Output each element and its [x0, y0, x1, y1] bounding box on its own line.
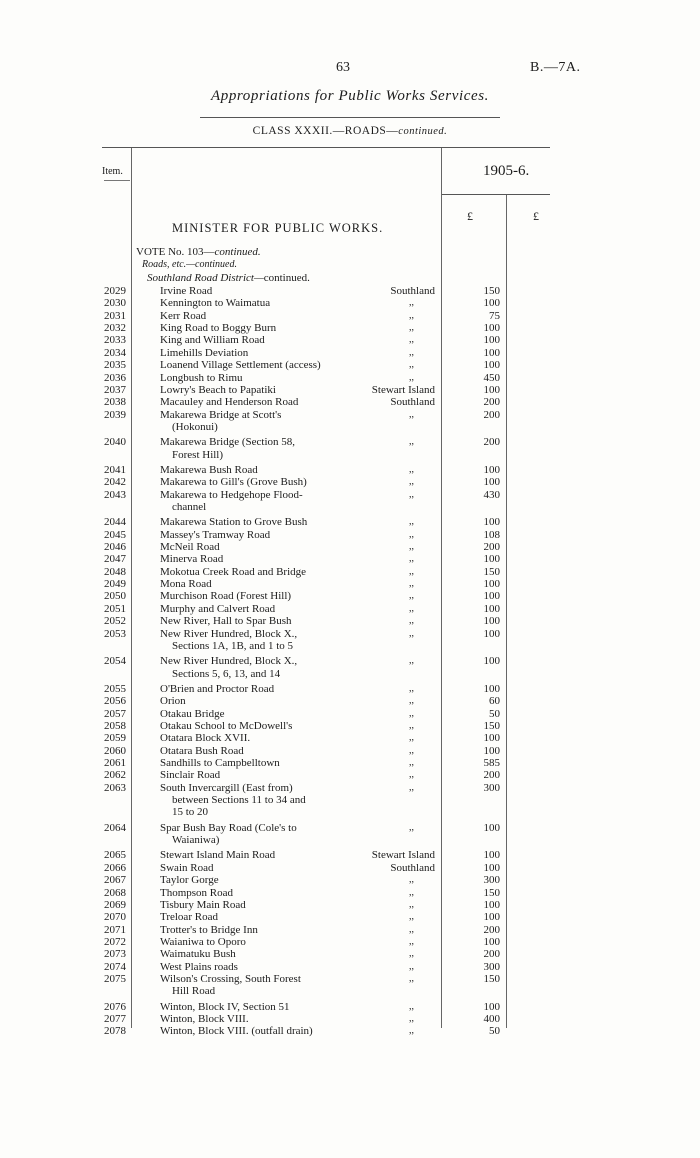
- table-row: [0, 683, 700, 695]
- road-description-continuation: (Hokonui): [172, 420, 218, 433]
- road-description: South Invercargill (East from): [160, 781, 293, 794]
- amount-value: 100: [483, 615, 500, 628]
- table-row: [0, 708, 700, 720]
- district-location: ,,: [409, 972, 414, 984]
- road-description: Makarewa Bridge (Section 58,: [160, 436, 296, 449]
- amount-value: 100: [483, 463, 500, 476]
- vote-heading: [136, 246, 261, 258]
- district-location: ,,: [409, 516, 414, 528]
- road-description: Makarewa Station to Grove Bush: [160, 516, 308, 529]
- table-row: [0, 384, 700, 396]
- amount-value: 100: [483, 383, 500, 396]
- amount-value: 300: [483, 781, 500, 794]
- road-description: New River Hundred, Block X.,: [160, 627, 298, 640]
- class-heading: [0, 125, 700, 137]
- road-description: Wilson's Crossing, South Forest: [160, 972, 301, 985]
- district-subheading: [147, 272, 310, 284]
- district-location: ,,: [409, 476, 414, 488]
- class-heading-main: CLASS XXXII.—ROADS—: [252, 125, 399, 137]
- item-number: 2050: [104, 590, 126, 603]
- road-description: Treloar Road: [160, 911, 218, 924]
- road-description: Makarewa to Hedgehope Flood-: [160, 488, 303, 501]
- district-location: ,,: [409, 874, 414, 886]
- district-location: ,,: [409, 821, 414, 833]
- table-row: [0, 1001, 700, 1013]
- item-number: 2056: [104, 695, 126, 708]
- table-row: [0, 1025, 700, 1037]
- table-row: [0, 849, 700, 861]
- item-number: 2032: [104, 322, 126, 335]
- amount-value: 100: [483, 476, 500, 489]
- road-description: Makarewa to Gill's (Grove Bush): [160, 476, 307, 489]
- amount-value: 150: [483, 972, 500, 985]
- road-description: Sinclair Road: [160, 769, 221, 782]
- district-location: ,,: [409, 1000, 414, 1012]
- district-location: ,,: [409, 732, 414, 744]
- road-description-continuation: 15 to 20: [172, 806, 209, 819]
- district-name: Southland Road District—: [147, 272, 264, 284]
- item-number: 2069: [104, 898, 126, 911]
- currency-header-1: £: [467, 209, 473, 223]
- amount-value: 300: [483, 874, 500, 887]
- road-description: Irvine Road: [160, 285, 213, 297]
- district-location: ,,: [409, 719, 414, 731]
- district-location: ,,: [409, 627, 414, 639]
- amount-value: 100: [483, 553, 500, 566]
- table-row: [0, 436, 700, 448]
- amount-value: 150: [483, 719, 500, 732]
- item-number: 2042: [104, 476, 126, 489]
- item-number: 2030: [104, 297, 126, 310]
- document-code: B.—7A.: [530, 60, 581, 75]
- road-description: Taylor Gorge: [160, 874, 219, 887]
- road-description: Makarewa Bush Road: [160, 463, 258, 476]
- road-description-continuation: Waianiwa): [172, 834, 220, 847]
- item-number: 2071: [104, 923, 126, 936]
- district-location: ,,: [409, 408, 414, 420]
- amount-value: 200: [483, 541, 500, 553]
- road-description-continuation: Sections 1A, 1B, and 1 to 5: [172, 639, 293, 652]
- item-number: 2047: [104, 553, 126, 566]
- amount-value: 108: [483, 528, 500, 541]
- amount-value: 200: [483, 769, 500, 782]
- amount-value: 400: [483, 1013, 500, 1025]
- table-row: [0, 396, 700, 408]
- item-number: 2040: [104, 436, 126, 449]
- table-row: [0, 695, 700, 707]
- amount-value: 75: [489, 309, 500, 322]
- item-header-underline: [104, 180, 130, 181]
- district-location: Southland: [390, 285, 435, 297]
- district-location: ,,: [409, 346, 414, 358]
- year-header: 1905-6.: [483, 163, 530, 179]
- table-row: [0, 936, 700, 948]
- district-location: ,,: [409, 935, 414, 947]
- district-location: ,,: [409, 359, 414, 371]
- amount-value: 100: [483, 682, 500, 695]
- amount-value: 100: [483, 732, 500, 745]
- item-number: 2049: [104, 578, 126, 591]
- table-row: [0, 359, 700, 371]
- title-rule: [200, 117, 500, 118]
- amount-value: 100: [483, 322, 500, 335]
- minister-heading: MINISTER FOR PUBLIC WORKS.: [172, 221, 384, 235]
- table-row: [0, 372, 700, 384]
- amount-value: 100: [483, 744, 500, 757]
- road-description: Winton, Block IV, Section 51: [160, 1000, 290, 1013]
- road-description: Thompson Road: [160, 886, 234, 899]
- district-location: ,,: [409, 682, 414, 694]
- item-number: 2048: [104, 565, 126, 578]
- item-number: 2034: [104, 346, 126, 359]
- table-row: [0, 720, 700, 732]
- table-row: [0, 516, 700, 528]
- table-row: [0, 603, 700, 615]
- road-description: Waimatuku Bush: [160, 948, 236, 961]
- amount-value: 100: [483, 627, 500, 640]
- year-header-rule: [441, 194, 550, 195]
- road-description: Stewart Island Main Road: [160, 849, 276, 862]
- table-row: [0, 476, 700, 488]
- district-location: Stewart Island: [371, 849, 435, 862]
- amount-value: 150: [483, 565, 500, 578]
- road-description: Loanend Village Settlement (access): [160, 359, 321, 372]
- item-number: 2073: [104, 948, 126, 961]
- road-description: King and William Road: [160, 334, 265, 347]
- item-number: 2065: [104, 849, 126, 862]
- road-description: Tisbury Main Road: [160, 898, 246, 911]
- item-number: 2057: [104, 707, 126, 720]
- item-number: 2058: [104, 719, 126, 732]
- roads-subheading: Roads, etc.—continued.: [142, 259, 237, 270]
- road-description: Winton, Block VIII.: [160, 1013, 249, 1025]
- item-number: 2036: [104, 371, 126, 384]
- item-number: 2066: [104, 861, 126, 874]
- amount-value: 100: [483, 898, 500, 911]
- road-description: Orion: [160, 695, 186, 708]
- item-number: 2041: [104, 463, 126, 476]
- amount-value: 100: [483, 861, 500, 874]
- page-title: Appropriations for Public Works Services.: [210, 88, 490, 104]
- road-description: Otakau Bridge: [160, 707, 225, 720]
- item-number: 2038: [104, 396, 126, 409]
- amount-value: 300: [483, 960, 500, 973]
- table-row: [0, 409, 700, 421]
- item-number: 2072: [104, 935, 126, 948]
- item-number: 2070: [104, 911, 126, 924]
- road-description: Lowry's Beach to Papatiki: [160, 383, 276, 396]
- table-row: [0, 862, 700, 874]
- item-number: 2068: [104, 886, 126, 899]
- item-number: 2045: [104, 528, 126, 541]
- road-description: Kerr Road: [160, 309, 207, 322]
- table-row: [0, 566, 700, 578]
- table-row: [0, 769, 700, 781]
- district-location: ,,: [409, 488, 414, 500]
- road-description: Winton, Block VIII. (outfall drain): [160, 1025, 313, 1038]
- item-number: 2033: [104, 334, 126, 347]
- currency-header-2: £: [533, 209, 539, 223]
- amount-value: 100: [483, 334, 500, 347]
- item-number: 2043: [104, 488, 126, 501]
- amount-value: 450: [483, 371, 500, 384]
- table-row: [0, 924, 700, 936]
- amount-value: 50: [489, 1025, 500, 1038]
- item-column-header: Item.: [102, 166, 123, 177]
- item-number: 2044: [104, 516, 126, 529]
- table-row: [0, 973, 700, 985]
- item-number: 2067: [104, 874, 126, 887]
- table-row: [0, 911, 700, 923]
- amount-value: 100: [483, 655, 500, 668]
- table-row: [0, 757, 700, 769]
- amount-value: 430: [483, 488, 500, 501]
- district-location: ,,: [409, 463, 414, 475]
- amount-value: 100: [483, 359, 500, 372]
- road-description: Longbush to Rimu: [160, 371, 243, 384]
- item-number: 2075: [104, 972, 126, 985]
- road-description: Waianiwa to Oporo: [160, 935, 246, 948]
- amount-value: 200: [483, 948, 500, 961]
- district-location: ,,: [409, 886, 414, 898]
- road-description-continuation: Forest Hill): [172, 448, 224, 461]
- road-description: West Plains roads: [160, 960, 238, 973]
- item-number: 2031: [104, 309, 126, 322]
- road-description: Spar Bush Bay Road (Cole's to: [160, 821, 297, 834]
- amount-value: 200: [483, 923, 500, 936]
- table-row: [0, 961, 700, 973]
- amount-value: 100: [483, 578, 500, 591]
- table-row: [0, 590, 700, 602]
- district-location: Southland: [390, 396, 435, 409]
- road-description: Minerva Road: [160, 553, 224, 566]
- table-row: [0, 310, 700, 322]
- district-location: ,,: [409, 757, 414, 768]
- vote-heading-main: VOTE No. 103—: [136, 246, 215, 258]
- table-row: [0, 297, 700, 309]
- amount-value: 100: [483, 935, 500, 948]
- table-row: [0, 948, 700, 960]
- road-description-continuation: Hill Road: [172, 985, 216, 998]
- table-row: [0, 732, 700, 744]
- district-location: ,,: [409, 911, 414, 923]
- item-number: 2063: [104, 781, 126, 794]
- district-location: ,,: [409, 769, 414, 781]
- table-row: [0, 615, 700, 627]
- district-location: ,,: [409, 541, 414, 552]
- amount-value: 100: [483, 602, 500, 615]
- district-location: Southland: [390, 861, 435, 874]
- item-number: 2059: [104, 732, 126, 745]
- road-description: McNeil Road: [160, 541, 220, 553]
- amount-value: 100: [483, 911, 500, 924]
- district-location: ,,: [409, 898, 414, 910]
- road-description-continuation: channel: [172, 501, 207, 513]
- table-row: [0, 655, 700, 667]
- table-row: [0, 822, 700, 834]
- table-row: [0, 899, 700, 911]
- amount-value: 100: [483, 1000, 500, 1013]
- district-location: ,,: [409, 960, 414, 972]
- district-location: ,,: [409, 615, 414, 627]
- table-row: [0, 489, 700, 501]
- item-number: 2064: [104, 821, 126, 834]
- road-description: Trotter's to Bridge Inn: [160, 923, 258, 936]
- district-location: ,,: [409, 744, 414, 756]
- amount-value: 100: [483, 297, 500, 310]
- item-number: 2076: [104, 1000, 126, 1013]
- item-number: 2051: [104, 602, 126, 615]
- district-location: ,,: [409, 309, 414, 321]
- item-number: 2062: [104, 769, 126, 782]
- district-location: ,,: [409, 565, 414, 577]
- district-continued: continued.: [263, 272, 310, 284]
- amount-value: 50: [489, 707, 500, 720]
- amount-value: 200: [483, 408, 500, 421]
- road-description-continuation: between Sections 11 to 34 and: [172, 794, 306, 806]
- item-number: 2046: [104, 541, 126, 553]
- district-location: ,,: [409, 695, 414, 707]
- road-description: Makarewa Bridge at Scott's: [160, 408, 282, 421]
- table-row: [0, 322, 700, 334]
- amount-value: 150: [483, 285, 500, 297]
- amount-value: 100: [483, 590, 500, 603]
- item-number: 2078: [104, 1025, 126, 1038]
- road-description: Macauley and Henderson Road: [160, 396, 299, 409]
- table-row: [0, 578, 700, 590]
- district-location: ,,: [409, 948, 414, 960]
- district-location: ,,: [409, 553, 414, 565]
- table-row: [0, 464, 700, 476]
- item-number: 2055: [104, 682, 126, 695]
- district-location: ,,: [409, 371, 414, 383]
- item-number: 2029: [104, 285, 126, 297]
- amount-value: 100: [483, 821, 500, 834]
- district-location: ,,: [409, 1025, 414, 1037]
- road-description: Massey's Tramway Road: [160, 528, 271, 541]
- table-row: [0, 628, 700, 640]
- table-row: [0, 334, 700, 346]
- table-row: [0, 347, 700, 359]
- amount-value: 100: [483, 516, 500, 529]
- road-description: New River, Hall to Spar Bush: [160, 615, 292, 628]
- district-location: ,,: [409, 1013, 414, 1024]
- amount-value: 100: [483, 849, 500, 862]
- amount-value: 150: [483, 886, 500, 899]
- item-number: 2053: [104, 627, 126, 640]
- table-row: [0, 887, 700, 899]
- item-number: 2074: [104, 960, 126, 973]
- district-location: Stewart Island: [371, 383, 435, 396]
- page-number: 63: [336, 60, 350, 75]
- district-location: ,,: [409, 923, 414, 935]
- item-number: 2037: [104, 383, 126, 396]
- road-description: New River Hundred, Block X.,: [160, 655, 298, 668]
- road-description: King Road to Boggy Burn: [160, 322, 277, 335]
- road-description: Otatara Block XVII.: [160, 732, 251, 745]
- table-top-rule: [102, 147, 550, 148]
- amount-value: 200: [483, 396, 500, 409]
- item-number: 2061: [104, 757, 126, 769]
- table-row: [0, 541, 700, 553]
- road-description: O'Brien and Proctor Road: [160, 682, 275, 695]
- table-row: [0, 529, 700, 541]
- class-heading-continued: continued.: [398, 126, 448, 137]
- district-location: ,,: [409, 781, 414, 793]
- table-row: [0, 782, 700, 794]
- vote-heading-continued: continued.: [214, 246, 261, 258]
- item-number: 2060: [104, 744, 126, 757]
- district-location: ,,: [409, 436, 414, 448]
- amount-value: 200: [483, 436, 500, 449]
- road-description: Sandhills to Campbelltown: [160, 757, 280, 769]
- amount-value: 100: [483, 346, 500, 359]
- district-location: ,,: [409, 602, 414, 614]
- road-description: Mokotua Creek Road and Bridge: [160, 565, 307, 578]
- table-row: [0, 745, 700, 757]
- item-number: 2035: [104, 359, 126, 372]
- table-row: [0, 1013, 700, 1025]
- table-row: [0, 874, 700, 886]
- amount-value: 60: [489, 695, 500, 708]
- item-number: 2039: [104, 408, 126, 421]
- district-location: ,,: [409, 322, 414, 334]
- table-row: [0, 285, 700, 297]
- road-description: Limehills Deviation: [160, 346, 249, 359]
- road-description: Otatara Bush Road: [160, 744, 244, 757]
- item-number: 2077: [104, 1013, 126, 1025]
- item-number: 2054: [104, 655, 126, 668]
- road-description: Kennington to Waimatua: [160, 297, 271, 310]
- district-location: ,,: [409, 590, 414, 602]
- district-location: ,,: [409, 707, 414, 719]
- district-location: ,,: [409, 528, 414, 540]
- item-number: 2052: [104, 615, 126, 628]
- table-row: [0, 553, 700, 565]
- district-location: ,,: [409, 655, 414, 667]
- road-description: Otakau School to McDowell's: [160, 719, 293, 732]
- district-location: ,,: [409, 297, 414, 309]
- road-description: Mona Road: [160, 578, 212, 591]
- district-location: ,,: [409, 578, 414, 590]
- amount-value: 585: [483, 757, 500, 769]
- road-description: Swain Road: [160, 861, 214, 874]
- road-description-continuation: Sections 5, 6, 13, and 14: [172, 667, 281, 680]
- district-location: ,,: [409, 334, 414, 346]
- road-description: Murchison Road (Forest Hill): [160, 590, 292, 603]
- road-description: Murphy and Calvert Road: [160, 602, 276, 615]
